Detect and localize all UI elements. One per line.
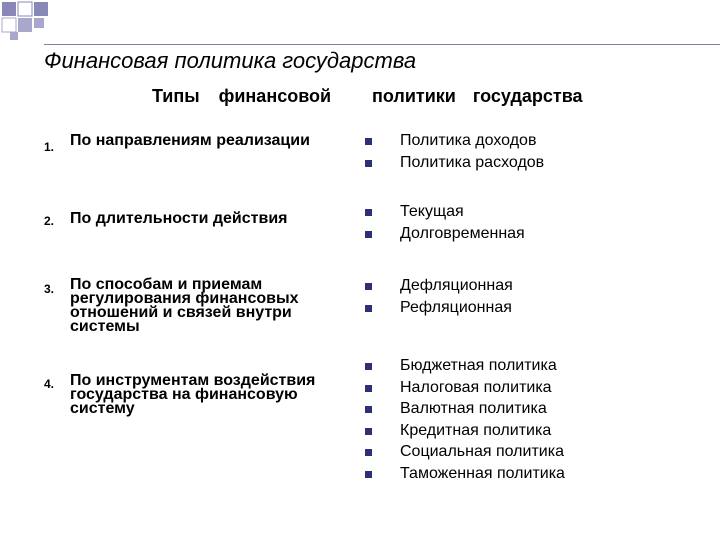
row-label: По направлениям реализации [70, 132, 310, 149]
list-item: Дефляционная [362, 275, 712, 297]
square-bullet-icon [365, 471, 372, 478]
row-items [362, 275, 712, 318]
square-bullet-icon [365, 138, 372, 145]
square-bullet-icon [365, 449, 372, 456]
square-bullet-icon [365, 209, 372, 216]
list-item: Рефляционная [362, 297, 712, 319]
list-item: Бюджетная политика [362, 355, 712, 377]
list-item: Валютная политика [362, 398, 712, 420]
list-item: Текущая [362, 201, 712, 223]
square-bullet-icon [365, 160, 372, 167]
list-item: Налоговая политика [362, 377, 712, 399]
list-item: Таможенная политика [362, 463, 712, 485]
row-label: По инструментам воздействия государства на финансовую систему [70, 372, 316, 417]
row-label: По способам и приемам регулирования финансовых отношений и связей внутри системы [70, 276, 299, 335]
row-items [362, 130, 712, 173]
row-number: 2. [44, 214, 55, 228]
header-left: Типы финансовой [152, 86, 332, 106]
row-number: 3. [44, 282, 55, 296]
square-bullet-icon [365, 428, 372, 435]
row-number: 4. [44, 377, 55, 391]
title-divider [44, 44, 720, 45]
row-items [362, 355, 712, 484]
square-bullet-icon [365, 363, 372, 370]
list-item: Социальная политика [362, 441, 712, 463]
row-label: По длительности действия [70, 210, 288, 227]
header-right: политики государства [372, 86, 583, 106]
square-bullet-icon [365, 305, 372, 312]
row-number: 1. [44, 140, 55, 154]
slide-title: Финансовая политика государства [44, 48, 417, 73]
decorative-squares [0, 0, 720, 50]
square-bullet-icon [365, 283, 372, 290]
square-bullet-icon [365, 406, 372, 413]
list-item: Политика доходов [362, 130, 712, 152]
list-item: Долговременная [362, 223, 712, 245]
row-items [362, 201, 712, 244]
list-item: Политика расходов [362, 152, 712, 174]
list-item: Кредитная политика [362, 420, 712, 442]
square-bullet-icon [365, 385, 372, 392]
square-bullet-icon [365, 231, 372, 238]
